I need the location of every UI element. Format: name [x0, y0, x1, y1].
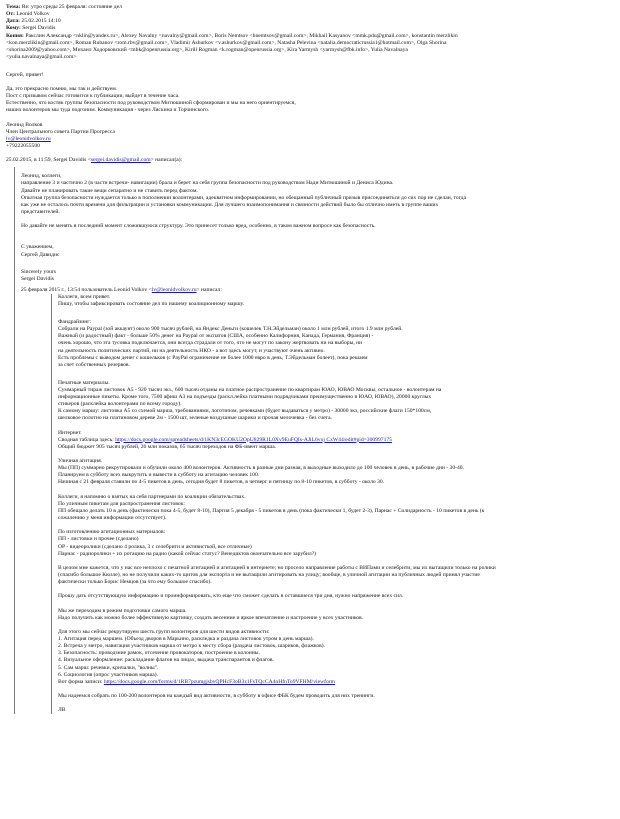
inner-line: В целом мне кажется, что у нас все неплохо с печатной агитацией и агитацией в интернете; но просело направление работы с ВИПами и селебрити, мы их вытащили только на ролики [58, 564, 496, 571]
inner-line: сожалению у меня информации отсутствует). [58, 515, 167, 522]
quote-intro [6, 157, 614, 164]
section-title: Фандрайзинг: [58, 319, 92, 325]
reply-body [6, 72, 614, 165]
inner-line: Мы надеемся собрать по 100-200 волонтеров на каждый вид активности, в субботу в офисе ФБК будем проводить для них тренинги. [58, 693, 375, 700]
inner-line: Мы (ПП) суммарно рекрутировали и обучили около 400 волонтеров. Активность в разные дни разная, в выходные выходило до 100 человек в день, в рабочие дни - 30-40. [58, 465, 464, 472]
quoted-closing: Сергей Давидис [21, 251, 60, 258]
inner-line: Коллеги, всем привет. [58, 294, 111, 301]
from-label: От: [6, 11, 15, 18]
inner-line: Собрали на Paypal (зой аккаунт) около 900 тысяч рублей, на Яндекс Деньги (кошелек Т.Н.Эйдельман) около 1 млн рублей, итого 1.9 млн рублей. [58, 326, 403, 333]
cc-line: Ракслин Александр <nklin@yandex.ru>, Alexey Navalny <navalny@gmail.com>, Boris Nemtsov <bnemtsov@gmail.com>, Mikhail Kasyanov <mmk.pdu@gmail.com>, konstantin merzlikin [25, 32, 458, 39]
inner-line: Парнас - радиоролики + их ротацию на радио (какой сейчас статус? Венедиктов окончательно все зарубил?) [58, 550, 317, 557]
inner-line: фактически только Борис Немцов (за что ему большое спасибо). [58, 579, 212, 586]
inner-line: стикеров (расклейка волонтерами по всему городу). [58, 401, 182, 408]
inner-line: Общий бюджет 905 тысяч рублей, 26 млн показов, 65 тысяч переходов на ФБ-ивент марша. [58, 443, 277, 450]
spreadsheet-link[interactable]: https://docs.google.com/spreadsheets/d/1KN3cEGOKU2OpU829R1L0Xv9EuFQIs-AJiL6voj CxW44/edit#gid=300997175 [115, 436, 392, 443]
inner-line: ПП обещало делать 10 в день (фактически пока 4-5, будет 8-10), Партия 5 декабря - 5 пикетов в день (пока фактически 1, будет 2-3), Парнас + Солидарность - 10 пикетов в день (к [58, 507, 485, 514]
quoted-line: Давайте не планировать такие вещи сепаратно и не ставить перед фактом. [21, 187, 198, 194]
inner-line: Надо получить как можно более эффективную картинку, создать весенние и яркое впечатление и настроение у всех участников. [58, 614, 364, 621]
signature-title: Член Центрального совета Партии Прогресса [6, 128, 115, 135]
quoted-line: представителей. [21, 209, 60, 216]
inner-line: за счет собственных резервов. [58, 361, 130, 368]
inner-line: Мы же переходим в режим подготовки самого марша. [58, 607, 187, 614]
section-title: По изготовлению агитационных материалов: [58, 529, 166, 536]
section-title: Уличная агитация. [58, 458, 103, 464]
to-value: Sergei Davidis [22, 25, 56, 32]
sign-off: ЛВ [58, 707, 66, 714]
list-item: 6. Социология (опрос участников марша). [58, 671, 159, 678]
reply-line: Естественно, что костяк группы безопасности под руководством Митюшиной сформирован и мы на него ориентируемся, [6, 100, 296, 107]
quoted-greeting: Леонид, коллеги, [21, 173, 62, 180]
inner-line: Планируем в субботу всех выкрутить и вывести в субботу на агитацию человек 100. [58, 472, 260, 479]
from-value: Leonid Volkov [16, 11, 50, 18]
reply-line: Да, это прекрасно помню, мы так и действуем. [6, 85, 118, 92]
inner-line: ПП - листовки и прочее (сделано) [58, 536, 139, 543]
signup-form-link[interactable]: https://docs.google.com/forms/d/1RB7pzumgjsbvQPHcF3oB3z1FsTQcCA4nHfnTo9VFHM/viewform [103, 678, 335, 685]
quoted-message [14, 167, 614, 714]
inner-line: Пишу, чтобы зафиксировать состояние дел по нашему коалиционному маршу. [58, 301, 245, 308]
subject-label: Тема: [6, 4, 21, 10]
inner-line: (спасибо большое Кюзле), но не получили каких-то щитов для экспорта и не вытащили агитировать на улицу; вообще, в уличной агитации на публичных людей принял участие [58, 572, 480, 579]
quote-intro-suffix: > написал(а): [150, 157, 183, 164]
to-label: Кому: [6, 25, 21, 32]
cc-line: <shorina2009@yahoo.com>, Михаил Ходорковский <mbk@openrussia.org>, Kirill Rogman <k.rogman@openrussia.org>, Kira Yarmysh <yarmysh@fbk.info>, Yulia Navalnaya [6, 46, 408, 53]
signature-phone: +79222055500 [6, 143, 40, 149]
inner-line: Начиная с 21 февраля ставили по 4-5 пикетов в день, сегодня будет 8 пикетов, в четверг и пятницу по 8-10 пикетов, в субботу - около 30. [58, 479, 385, 486]
inner-quote-intro [21, 287, 614, 294]
signature-name: Леонид Волков [6, 121, 43, 128]
list-item: 4. Визуальное оформление: раскладание флагов на лицах, выдача транспарантов и флагов. [58, 657, 274, 664]
quoted-sincerely: Sergei Davidis [21, 276, 54, 283]
quote-intro-email-link[interactable]: sergei.davidis@gmail.com [90, 157, 151, 164]
date-value: 25.02.2015 14:10 [21, 18, 61, 25]
cc-label: Копия: [6, 32, 24, 39]
inner-line: Важный (и радостный) факт - больше 50% денег на Paypal от экспатов (США, особенно Калифорния, Канада, Германия, Франция) - [58, 333, 374, 340]
inner-line: К самому маршу: листовка А5 со схемой марша, требованиями, логотипом, речевками (будет выдаваться у метро) - 30000 экз, российские флаги 150*100см, [58, 408, 432, 415]
section-title: Интернет. [58, 429, 82, 436]
quoted-line: направление 3 и частично 2 (в части встречи- навигации) брала и берет на себя группа безопасности под руководством Нади Митюшиной и Дениса Юдина. [21, 180, 394, 187]
inner-line: шелковое полотно на платиновом дереве 2м - 1500 шт, зеленые воздушные шарики и прочая мелочевка - без счета. [58, 415, 332, 422]
inner-line: Суммарный тираж листовок А5 - 920 тысяч экз., 600 тысяч отданы на платное распространение по квартирам ЮАО, ЮВАО Москвы, остальное - волонтерам на [58, 386, 442, 393]
inner-line: Коллеги, я напомню о взятых на себя партнерами по коалиции обязательствах. [58, 493, 246, 500]
inner-line: Прошу дать отсутствующую информацию и проинформировать, кто еще что сможет сделать в оставшиеся три дня, нужно напряжение всех сил. [58, 593, 404, 600]
section-title: По уличным пикетам для распространения листовок: [58, 500, 185, 507]
inner-line: очень хорошо, что эта тусовка подключается, они всегда страдали от того, что не могут по закону жертвовать ни на выборы, ни [58, 340, 363, 347]
section-title: Для этого мы сейчас рекрутируем шесть групп волонтеров для шести видов активности: [58, 628, 270, 635]
list-item: 2. Встреча у метро, навигация участников марша от метро к месту сбора (раздача листовок, шариков, флажков). [58, 643, 326, 650]
date-label: Дата: [6, 18, 20, 25]
subject-value: Re: утро среды 25 февраля: состояние дел [21, 4, 122, 10]
inner-intro-prefix: 25 февраля 2015 г., 13:54 пользователь Leonid Volkov < [21, 287, 152, 294]
quoted-line: как уже не осталось почти времени для фильтрации и установки коммуникации. Для лучшего взаимопонимания и связности действий было бы отлично иметь в группе ваших [21, 201, 439, 208]
quoted-line: Опытная группа безопасности нуждается только в пополнении волонтерами, адекватном информировании, но обещанный публичный призыв присоединяться до сих пор не сделан, тогда [21, 194, 466, 201]
list-item: 1. Агитация перед маршем. (Объезд дворов в Марьино, раскледка и раздача листовок утром в день марша). [58, 635, 314, 642]
quote-intro-prefix: 25.02.2015, в 11:59, Sergei Davidis < [6, 157, 91, 164]
list-item: 5. Сам марш: речевки, кричалки, "волны". [58, 664, 159, 671]
reply-greeting: Сергей, привет! [6, 71, 44, 78]
table-prefix: Сводная таблица здесь: [58, 436, 116, 443]
quoted-line: Но давайте не менять в последний момент сложившуюся структуру. Это принесет только вред, особенно, в таком важном вопросе как безопасность. [21, 223, 376, 230]
inner-intro-suffix: > написал: [196, 287, 222, 294]
section-title: Печатные материалы. [58, 379, 110, 386]
inner-quoted-message [51, 294, 614, 714]
form-prefix: Вот форма записи: [58, 678, 104, 685]
quoted-closing: С уважением, [21, 244, 54, 251]
reply-line: Пост с призывом сейчас готовится к публикации, выйдет в течение часа. [6, 93, 180, 100]
reply-line: наших волонтеров мы туда подгоним. Коммуникация - через Ляскина и Торчинского. [6, 107, 210, 114]
inner-line: информационные пикеты. Кроме того, 7500 афиш А3 на подъезды (раскл.лейка платными подрядчиками преимущественно в ЮАО, ЮВАО), 20000 круглых [58, 393, 432, 400]
cc-line: <yulia.navalnaya@gmail.com> [6, 54, 77, 61]
inner-line: Есть проблемы с выводом денег с кошельков (с PayPal ограничение не более 1000 евро в день, Т.Эйдельман болеет), пока решаем [58, 354, 368, 361]
cc-line: <kon.merzlikin@gmail.com>, Roman Rubanov <rom.rbv@gmail.com>, Vladimir Ashurkov <v.ashurkov@gmail.com>, Natasha Pelevina <natalia.democraticrussia1@hotmail.com>, Olga Shorina [6, 39, 447, 46]
signature-email-link[interactable]: lv@leonidvolkov.ru [6, 135, 51, 142]
list-item: 3. Безопасность: проводзние рамок, отсечение провокаторов, построение в колонны. [58, 650, 260, 657]
quoted-sincerely: Sincerely yours [21, 269, 56, 276]
inner-line: на деятельность политических партий, ни на деятельность НКО - а вот здесь могут, и участвуют очень активно. [58, 347, 325, 354]
email-header [6, 4, 614, 61]
inner-line: ОР - видеоролики (сделано 4 ролика, 3 с селебрити и активисткой, все отличные) [58, 543, 252, 550]
inner-intro-email-link[interactable]: lv@leonidvolkov.ru [151, 287, 197, 294]
